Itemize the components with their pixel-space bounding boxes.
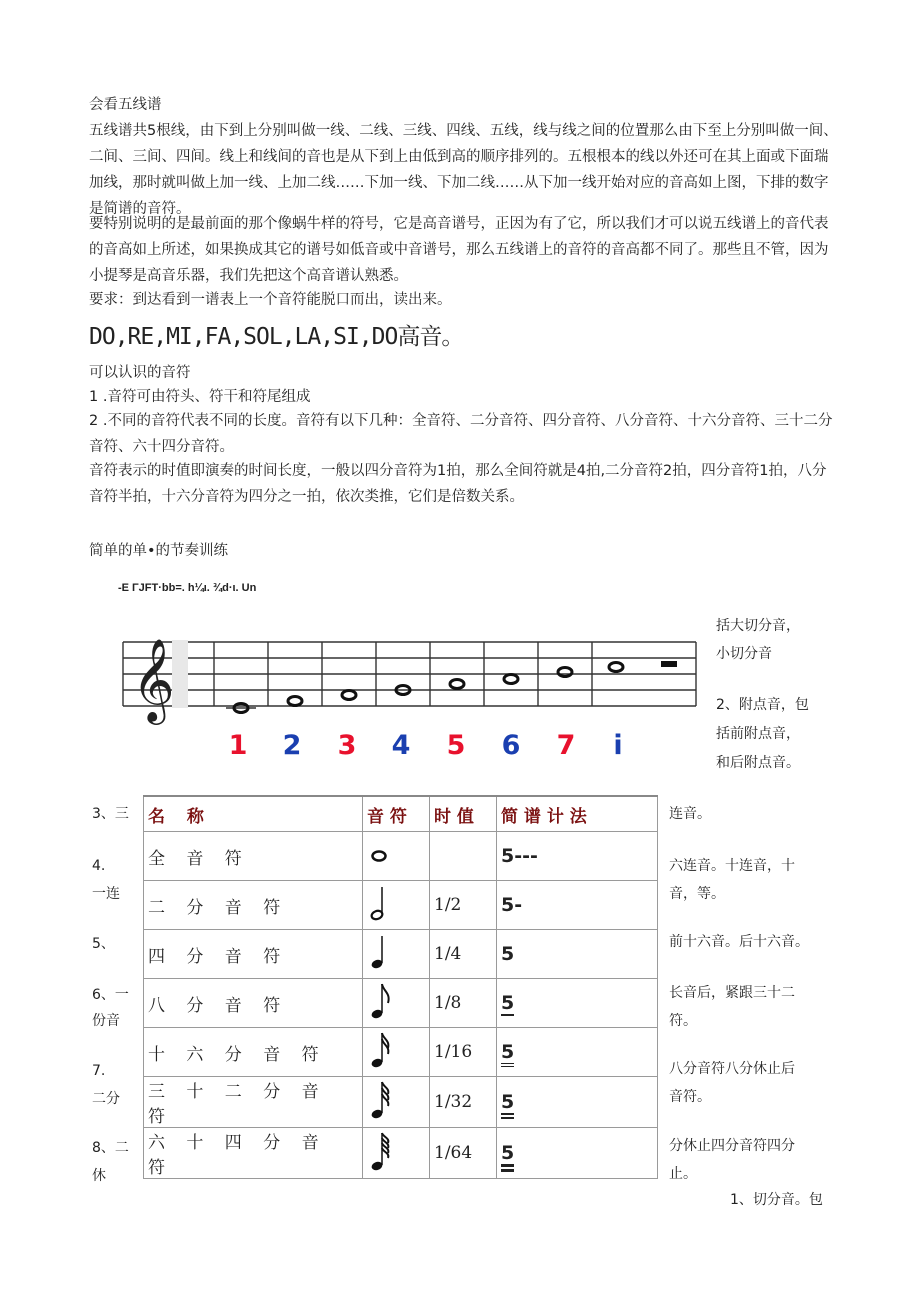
table-row <box>144 1128 658 1179</box>
subsection-title: 可以认识的音符 <box>89 365 191 381</box>
half-note-icon <box>367 883 397 923</box>
num-2: 2 <box>282 730 302 761</box>
row-value <box>430 832 497 881</box>
num-3: 3 <box>337 730 357 761</box>
row-name: 十 六 分 音 符 <box>144 1028 363 1077</box>
table-row <box>144 1077 658 1128</box>
row-jianpu: 5 <box>497 1128 658 1179</box>
left-label-3: 5、 <box>92 936 115 952</box>
left-label-9: 休 <box>92 1168 106 1184</box>
list-item-1: 1 .音符可由符头、符干和符尾组成 <box>89 389 311 405</box>
num-high-1: i <box>613 730 623 761</box>
row-symbol <box>363 1077 430 1128</box>
right-label-7: 音符。 <box>669 1089 711 1105</box>
quarter-note-icon <box>367 932 397 972</box>
whole-notes <box>226 663 623 713</box>
row-name: 全 音 符 <box>144 832 363 881</box>
row-value: 1/8 <box>430 979 497 1028</box>
table-row <box>144 979 658 1028</box>
right-label-9: 止。 <box>669 1166 697 1182</box>
row-value: 1/16 <box>430 1028 497 1077</box>
right-label-4: 长音后，紧跟三十二 <box>669 985 795 1001</box>
left-label-6: 7. <box>92 1063 106 1079</box>
row-jianpu: 5 <box>497 1077 658 1128</box>
right-note-4: 括前附点音， <box>716 726 800 742</box>
right-label-1: 六连音。十连音，十 <box>669 858 795 874</box>
header-name: 名 称 <box>144 796 363 832</box>
right-label-8: 分休止四分音符四分 <box>669 1138 795 1154</box>
row-value: 1/4 <box>430 930 497 979</box>
right-note-1: 括大切分音， <box>716 618 800 634</box>
right-note-5: 和后附点音。 <box>716 755 800 771</box>
row-symbol <box>363 930 430 979</box>
eighth-note-icon <box>367 981 397 1021</box>
right-label-0: 连音。 <box>669 806 711 822</box>
header-note: 音 符 <box>363 796 430 832</box>
whole-rest-icon <box>661 661 677 667</box>
num-5: 5 <box>446 730 466 761</box>
row-symbol <box>363 979 430 1028</box>
right-label-6: 八分音符八分休止后 <box>669 1061 795 1077</box>
staff-lines <box>123 642 696 706</box>
garbled-text: -E ΓJFT·bb=. h¼ι. ¾d·ι. Un <box>118 582 257 594</box>
note-e <box>342 691 356 700</box>
paragraph-staff-intro: 五线谱共5根线，由下到上分别叫做一线、二线、三线、四线、五线，线与线之间的位置那么由下至上分别叫做一间、二间、三间、四间。线上和线间的音也是从下到上由低到高的顺序排列的。五根根本的线以外还可在其上面或下面瑞加线，那时就叫做上加一线、上加二线……下加一线、下加二线……从下加一线开始对应的音高如上图，下排的数字是简谱的音符。 <box>89 123 838 217</box>
page-title: 会看五线谱 <box>89 97 162 113</box>
row-jianpu: 5- <box>497 881 658 930</box>
footer-text: 1、切分音。包 <box>730 1192 823 1208</box>
row-jianpu: 5 <box>497 979 658 1028</box>
row-symbol <box>363 832 430 881</box>
sixteenth-note-icon <box>367 1030 397 1070</box>
row-value: 1/32 <box>430 1077 497 1128</box>
left-label-7: 二分 <box>92 1091 120 1107</box>
row-symbol <box>363 1128 430 1179</box>
row-jianpu: 5 <box>497 930 658 979</box>
header-jianpu: 简 谱 计 法 <box>497 796 658 832</box>
left-label-8: 8、二 <box>92 1140 129 1156</box>
right-label-3: 前十六音。后十六音。 <box>669 934 809 950</box>
row-value: 1/64 <box>430 1128 497 1179</box>
rhythm-title: 简单的单•的节奏训练 <box>89 543 229 559</box>
left-label-1: 4. <box>92 858 106 874</box>
treble-clef-icon: 𝄞 <box>132 637 175 721</box>
row-value: 1/2 <box>430 881 497 930</box>
solfege-line: DO,RE,MI,FA,SOL,LA,SI,DO高音。 <box>89 324 464 350</box>
right-label-5: 符。 <box>669 1013 697 1029</box>
right-note-3: 2、附点音，包 <box>716 697 809 713</box>
num-7: 7 <box>556 730 576 761</box>
note-b <box>558 668 572 677</box>
table-row <box>144 1028 658 1077</box>
thirty-second-note-icon <box>367 1080 397 1120</box>
staff-figure <box>118 630 708 765</box>
row-name: 四 分 音 符 <box>144 930 363 979</box>
whole-note-icon <box>367 834 397 874</box>
row-jianpu: 5 <box>497 1028 658 1077</box>
note-high-c <box>609 663 623 672</box>
num-6: 6 <box>501 730 521 761</box>
row-name: 二 分 音 符 <box>144 881 363 930</box>
header-value: 时 值 <box>430 796 497 832</box>
row-name: 八 分 音 符 <box>144 979 363 1028</box>
left-label-0: 3、三 <box>92 806 129 822</box>
row-symbol <box>363 1028 430 1077</box>
row-jianpu: 5--- <box>497 832 658 881</box>
staff-numbers <box>229 730 623 761</box>
num-4: 4 <box>391 730 411 761</box>
row-name: 六 十 四 分 音 符 <box>144 1128 363 1179</box>
note-d <box>288 697 302 706</box>
note-a <box>504 675 518 684</box>
left-label-4: 6、一 <box>92 987 129 1003</box>
table-row <box>144 881 658 930</box>
right-note-2: 小切分音 <box>716 646 772 662</box>
row-symbol <box>363 881 430 930</box>
row-name: 三 十 二 分 音 符 <box>144 1077 363 1128</box>
table-header <box>144 796 658 832</box>
sixty-fourth-note-icon <box>367 1131 397 1171</box>
paragraph-duration: 音符表示的时值即演奏的时间长度，一般以四分音符为1拍，那么全间符就是4拍,二分音符2拍，四分音符1拍，八分音符半拍，十六分音符为四分之一拍，依次类推，它们是倍数关系。 <box>89 463 827 505</box>
table-row <box>144 930 658 979</box>
left-label-2: 一连 <box>92 886 120 902</box>
note-g <box>450 680 464 689</box>
paragraph-requirement: 要求：到达看到一谱表上一个音符能脱口而出，读出来。 <box>89 292 452 308</box>
right-label-2: 音，等。 <box>669 886 725 902</box>
num-1: 1 <box>228 730 248 761</box>
note-table <box>143 795 658 1179</box>
paragraph-treble-clef: 要特别说明的是最前面的那个像蜗牛样的符号，它是高音谱号，正因为有了它，所以我们才可以说五线谱上的音代表的音高如上所述，如果换成其它的谱号如低音或中音谱号，那么五线谱上的音符的音高都不同了。那些且不管，因为小提琴是高音乐器，我们先把这个高音谱认熟悉。 <box>89 216 829 284</box>
left-label-5: 份音 <box>92 1013 120 1029</box>
list-item-2: 2 .不同的音符代表不同的长度。音符有以下几种：全音符、二分音符、四分音符、八分音符、十六分音符、三十二分音符、六十四分音符。 <box>89 413 833 455</box>
table-row <box>144 832 658 881</box>
